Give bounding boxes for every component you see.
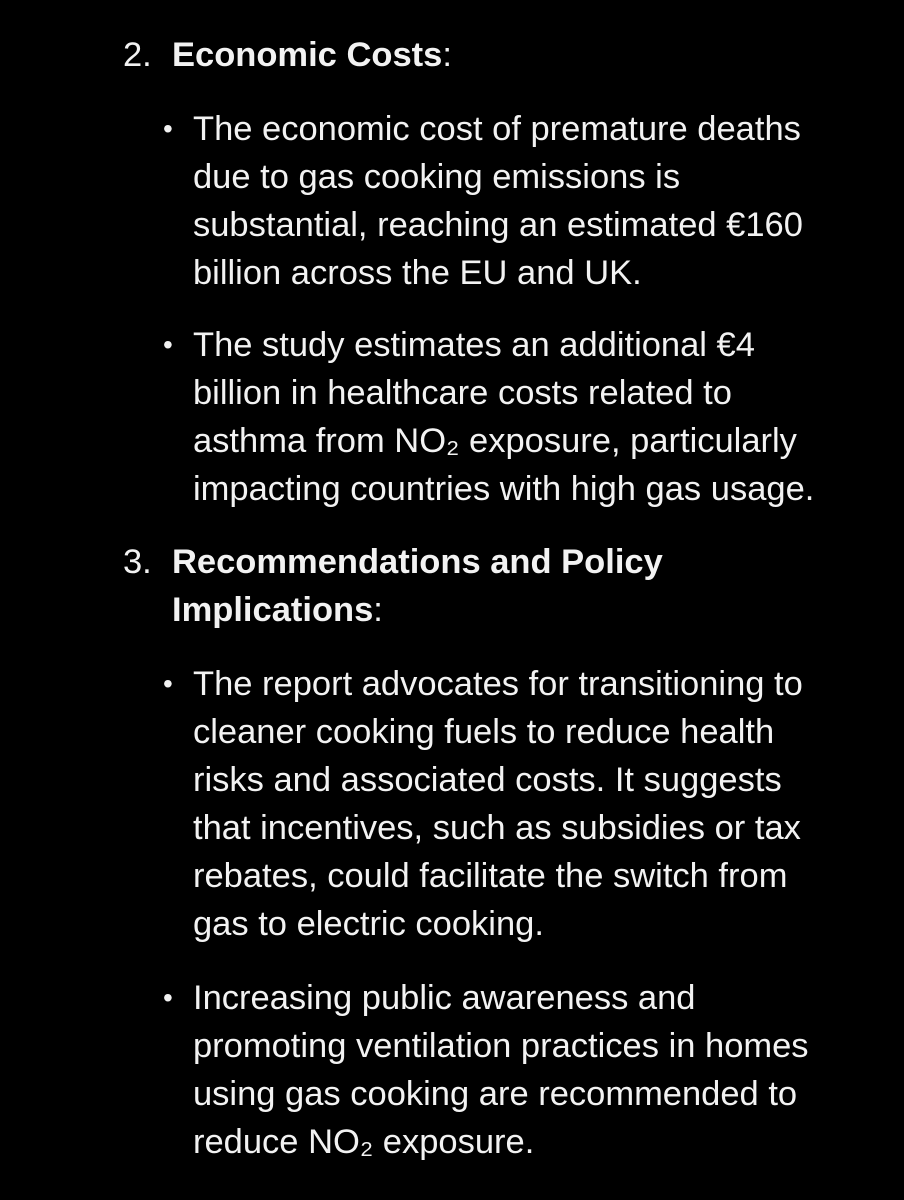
- bullet-list-economic-costs-2: [0, 321, 904, 513]
- bullet-line: that incentives, such as subsidies or tax: [193, 809, 801, 847]
- bullet-line: promoting ventilation practices in homes: [193, 1027, 809, 1065]
- bullet-list-recommendations-2: [0, 974, 904, 1166]
- bullet-line: risks and associated costs. It suggests: [193, 761, 782, 799]
- bullet-line: The economic cost of premature deaths: [193, 110, 801, 148]
- bullet-icon: •: [163, 668, 173, 699]
- bullet-line: The report advocates for transitioning to: [193, 665, 803, 703]
- bullet-line: using gas cooking are recommended to: [193, 1075, 798, 1113]
- bullet-line: rebates, could facilitate the switch from: [193, 857, 788, 895]
- section-recommendations: [0, 538, 904, 634]
- bullet-line: reduce NO₂ exposure.: [193, 1123, 535, 1161]
- bullet-line: The study estimates an additional €4: [193, 326, 755, 364]
- bullet-icon: •: [163, 329, 173, 360]
- bullet-list-recommendations: [0, 660, 904, 948]
- section-heading: [123, 31, 872, 79]
- section-title-colon: :: [373, 591, 383, 629]
- list-item: [163, 660, 873, 948]
- bullet-line: due to gas cooking emissions is: [193, 158, 681, 196]
- bullet-line: substantial, reaching an estimated €160: [193, 206, 803, 244]
- section-number: 3.: [123, 543, 152, 581]
- bullet-list: [0, 321, 904, 513]
- bullet-icon: •: [163, 113, 173, 144]
- list-item: [163, 321, 873, 513]
- list-item: [163, 105, 873, 297]
- bullet-list: [0, 105, 904, 297]
- bullet-line: Increasing public awareness and: [193, 979, 696, 1017]
- bullet-line: impacting countries with high gas usage.: [193, 470, 815, 508]
- section-title-line: Recommendations and Policy: [172, 543, 663, 581]
- bullet-line: gas to electric cooking.: [193, 905, 544, 943]
- bullet-list: [0, 660, 904, 948]
- section-title-colon: :: [442, 36, 452, 74]
- section-economic-costs: [0, 31, 904, 79]
- list-item: [163, 974, 873, 1166]
- section-title: Economic Costs: [172, 36, 443, 74]
- bullet-icon: •: [163, 982, 173, 1013]
- bullet-line: asthma from NO₂ exposure, particularly: [193, 422, 797, 460]
- bullet-line: cleaner cooking fuels to reduce health: [193, 713, 775, 751]
- bullet-list-economic-costs: [0, 105, 904, 297]
- bullet-line: billion in healthcare costs related to: [193, 374, 732, 412]
- section-title-line: Implications: [172, 591, 374, 629]
- bullet-line: billion across the EU and UK.: [193, 254, 642, 292]
- bullet-list: [0, 974, 904, 1166]
- section-number: 2.: [123, 36, 152, 74]
- section-heading: [123, 538, 872, 634]
